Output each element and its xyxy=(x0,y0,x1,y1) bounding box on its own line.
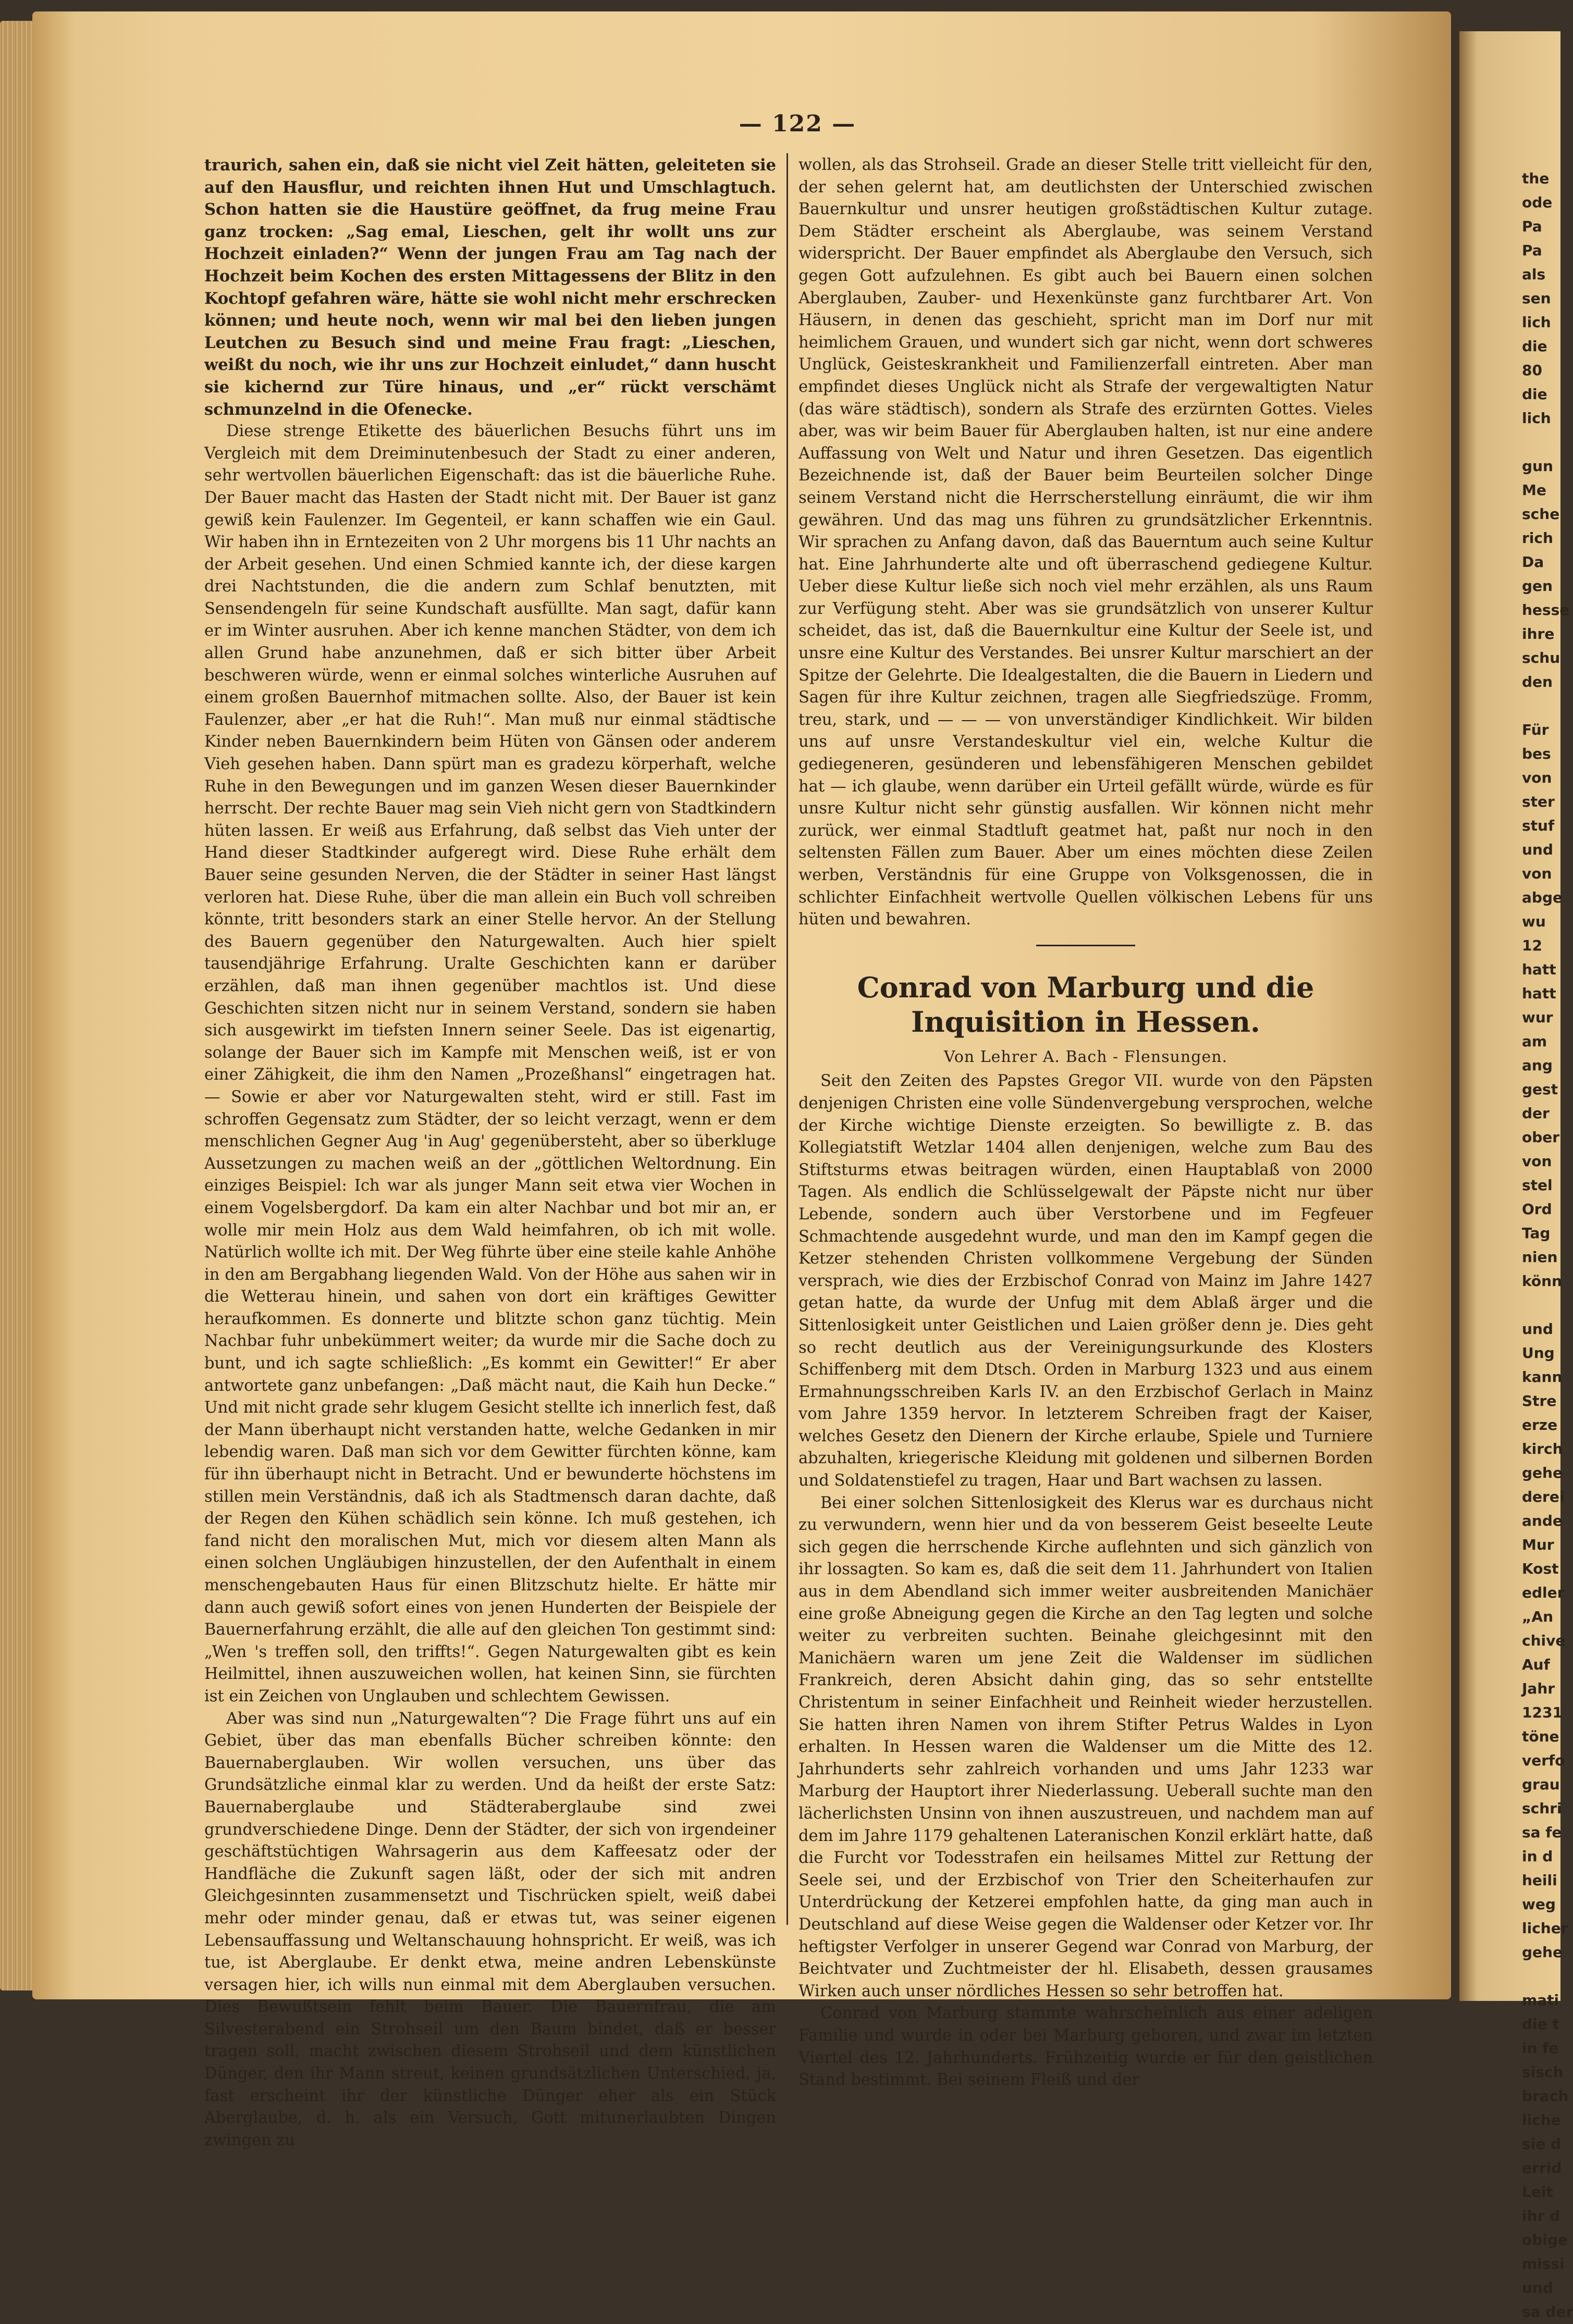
paragraph: traurich, sahen ein, daß sie nicht viel Zeit hätten, geleiteten sie auf den Hausflur, und reichten ihnen Hut und Umschlagtuch. Schon hatten sie die Haustüre geöffnet, da frug meine Frau ganz trocken: „Sag emal, Lieschen, gelt ihr wollt uns zur Hochzeit einladen?“ Wenn der jungen Frau am Tag nach der Hochzeit beim Kochen des ersten Mittagessens der Blitz in den Kochtopf gefahren wäre, hätte sie wohl nicht mehr erschrecken können; und heute noch, wenn wir mal bei den lieben jungen Leutchen zu Besuch sind und meine Frau fragt: „Lieschen, weißt du noch, wie ihr uns zur Hochzeit einludet,“ dann huscht sie kichernd zur Türe hinaus, und „er“ rückt verschämt schmunzelnd in die Ofenecke. xyxy=(204,156,776,419)
paragraph: Seit den Zeiten des Papstes Gregor VII. wurde von den Päpsten denjenigen Christen eine volle Sündenvergebung versprochen, welche der Kirche wichtige Dienste erzeigten. So bewilligte z. B. das Kollegiatstift Wetzlar 1404 allen denjenigen, welche zum Bau des Stiftsturms etwas beitragen würden, einen Hauptablaß von 2000 Tagen. Als endlich die Schlüsselgewalt der Päpste nicht nur über Lebende, sondern auch über Verstorbene und im Fegfeuer Schmachtende ausgedehnt wurde, und man den im Kampf gegen die Ketzer stehenden Christen vollkommene Vergebung der Sünden versprach, wie dies der Erzbischof Conrad von Mainz im Jahre 1427 getan hatte, da wurde der Unfug mit dem Ablaß ärger und die Sittenlosigkeit unter Geistlichen und Laien größer denn je. Dies geht so recht deutlich aus der Vereinigungsurkunde des Klosters Schiffenberg mit dem Dtsch. Orden in Marburg 1323 und aus einem Ermahnungsschreiben Karls IV. an den Erzbischof Gerlach in Mainz vom Jahre 1359 hervor. In letzterem Schreiben fragt der Kaiser, welches Gesetz den Dienern der Kirche erlaube, Spiele und Turniere abzuhalten, kriegerische Kleidung mit goldenen und silbernen Borden und Soldatenstiefel zu tragen, Haar und Bart wachsen zu lassen. xyxy=(798,1072,1373,1490)
next-page-text-fragment: the ode Pa Pa als sen lich die 80 die lich gun Me sche rich Da gen hesse ihre schu den Für bes von ster stuf und von abge wu 12 hatt hatt wur am ang gest der ober von stel Ord Tag nien könn und Ung kann Stre erze kirch gehe derei ande Mur Kost edler „An chive Auf Jahr 1231 töne verfo grau schri sa fe in d heili weg licher gehe mati die t in fe sisch brach liche sie d errid Leit ihr d obige missi und sa der xyxy=(1522,170,1573,2320)
article-byline: Von Lehrer A. Bach - Flensungen. xyxy=(943,1047,1228,1066)
paragraph: wollen, als das Strohseil. Grade an dieser Stelle tritt vielleicht für den, der sehen gelernt hat, am deutlichsten der Unterschied zwischen Bauernkultur und unsrer heutigen großstädtischen Kultur zutage. Dem Städter erscheint als Aberglaube, was seinem Verstand widerspricht. Der Bauer empfindet als Aberglaube den Versuch, sich gegen Gott aufzulehnen. Es gibt auch bei Bauern einen solchen Aberglauben, Zauber- und Hexenkünste ganz furchtbarer Art. Von Häusern, in denen das geschieht, spricht man im Dorf nur mit heimlichem Grauen, und wundert sich gar nicht, wenn dort schweres Unglück, Geisteskrankheit und Familienzerfall eintreten. Aber man empfindet dieses Unglück nicht als Strafe der vergewaltigten Natur (das wäre städtisch), sondern als Strafe des erzürnten Gottes. Vieles aber, was wir beim Bauer für Aberglauben halten, ist nur eine andere Auffassung von Welt und Natur und ihren Gesetzen. Das eigentlich Bezeichnende ist, daß der Bauer beim Beurteilen solcher Dinge seinem Verstand nicht die Herrscherstellung einräumt, die wir ihm gewähren. Und das mag uns führen zu grundsätzlicher Erkenntnis. Wir sprachen zu Anfang davon, daß das Bauerntum auch seine Kultur hat. Eine Jahrhunderte alte und oft überraschend gediegene Kultur. Ueber diese Kultur ließe sich noch viel mehr erzählen, als uns Raum zur Verfügung steht. Aber was sie grundsätzlich von unserer Kultur scheidet, das ist, daß die Bauernkultur eine Kultur der Seele ist, und unsre eine Kultur des Verstandes. Bei unsrer Kultur marschiert an der Spitze der Gelehrte. Die Idealgestalten, die die Bauern in Liedern und Sagen für ihre Kultur zeichnen, tragen alle Siegfriedszüge. Fromm, treu, stark, und — — — von unverständiger Kindlichkeit. Wir bilden uns auf unsre Verstandeskultur viel ein, welche Kultur die gediegeneren, gesünderen und lebensfähigeren Menschen gebildet hat — ich glaube, wenn darüber ein Urteil gefällt würde, würde es für unsre Kultur nicht sehr günstig ausfallen. Wir können nicht mehr zurück, wer einmal Stadtluft geatmet hat, paßt nur noch in den seltensten Fällen zum Bauer. Aber um eines möchten diese Zeilen werben, Verständnis für eine Gruppe von Volksgenossen, die in schlichter Einfachheit wertvolle Quellen völkischen Lebens für uns hüten und bewahren. xyxy=(798,156,1373,929)
section-separator xyxy=(1036,945,1135,946)
paragraph: Aber was sind nun „Naturgewalten“? Die Frage führt uns auf ein Gebiet, über das man ebenfalls Bücher schreiben könnte: den Bauernaberglauben. Wir wollen versuchen, uns über das Grundsätzliche einmal klar zu werden. Und da heißt der erste Satz: Bauernaberglaube und Städteraberglaube sind zwei grundverschiedene Dinge. Denn der Städter, der sich von irgendeiner geschäftstüchtigen Wahrsagerin aus dem Kaffeesatz oder der Handfläche die Zukunft sagen läßt, oder der sich mit andren Gleichgesinnten zusammensetzt und Tischrücken spielt, weiß dabei mehr oder minder genau, daß er etwas tut, was seiner eigenen Lebensauffassung und Weltanschauung hohnspricht. Er weiß, was ich tue, ist Aberglaube. Er denkt etwa, meine andren Lebenskünste versagen hier, ich wills nun einmal mit dem Aberglauben versuchen. Dies Bewußtsein fehlt beim Bauer. Die Bauernfrau, die am Silvesterabend ein Strohseil um den Baum bindet, daß er besser tragen soll, macht zwischen diesem Strohseil und dem künstlichen Dünger, den ihr Mann streut, keinen grundsätzlichen Unterschied, ja, fast erscheint ihr der künstliche Dünger eher als ein Stück Aberglaube, d. h. als ein Versuch, Gott mitunerlaubten Dingen zwingen zu xyxy=(204,1709,776,2149)
page-number: — 122 — xyxy=(739,110,856,137)
paragraph: Conrad von Marburg stammte wahrscheinlich aus einer adeligen Familie und wurde in oder bei Marburg geboren, und zwar im letzten Viertel des 12. Jahrhunderts. Frühzeitig wurde er für den geistlichen Stand bestimmt. Bei seinem Fleiß und der xyxy=(798,2004,1373,2090)
book-page-edges xyxy=(0,21,36,1991)
column-rule xyxy=(787,153,788,1925)
paragraph: Bei einer solchen Sittenlosigkeit des Klerus war es durchaus nicht zu verwundern, wenn hier und da von besserem Geist beseelte Leute sich gegen die herrschende Kirche auflehnten und sich gänzlich von ihr lossagten. So kam es, daß die seit dem 11. Jahrhundert von Italien aus in dem Abendland sich immer weiter ausbreitenden Manichäer eine große Abneigung gegen die Kirche an den Tag legten und solche weiter zu verbreiten suchten. Beinahe gleichgesinnt mit den Manichäern waren um jene Zeit die Waldenser im südlichen Frankreich, deren Absicht dahin ging, das so sehr entstellte Christentum in seiner Einfachheit und Reinheit wieder herzustellen. Sie hatten ihren Namen von ihrem Stifter Petrus Waldes in Lyon erhalten. In Hessen waren die Waldenser um die Mitte des 12. Jahrhunderts sehr zahlreich vorhanden und ums Jahr 1233 war Marburg der Hauptort ihrer Niederlassung. Ueberall suchte man den lächerlichsten Unsinn von ihnen auszustreuen, und nachdem man auf dem im Jahre 1179 gehaltenen Lateranischen Konzil erklärt hatte, daß die Furcht vor Todesstrafen ein heilsames Mittel zur Rettung der Seele sei, und der Erzbischof von Trier den Scheiterhaufen zur Unterdrückung der Ketzerei empfohlen hatte, da ging man auch in Deutschland auf diese Weise gegen die Waldenser oder Ketzer vor. Ihr heftigster Verfolger in unserer Gegend war Conrad von Marburg, der Beichtvater und Zuchtmeister der hl. Elisabeth, dessen grausames Wirken auch unser nördliches Hessen so sehr betroffen hat. xyxy=(798,1493,1373,2000)
left-column xyxy=(204,154,776,2152)
right-column xyxy=(798,154,1373,2092)
article-title: Conrad von Marburg und die Inquisition in Hessen. xyxy=(857,970,1314,1039)
paragraph: Diese strenge Etikette des bäuerlichen Besuchs führt uns im Vergleich mit dem Dreiminutenbesuch der Stadt zu einer anderen, sehr wertvollen bäuerlichen Eigenschaft: das ist die bäuerliche Ruhe. Der Bauer macht das Hasten der Stadt nicht mit. Der Bauer ist ganz gewiß kein Faulenzer. Im Gegenteil, er kann schaffen wie ein Gaul. Wir haben ihn in Erntezeiten von 2 Uhr morgens bis 11 Uhr nachts an der Arbeit gesehen. Und einen Schmied kannte ich, der diese kargen drei Nachtstunden, die die andern zum Schlaf benutzten, mit Sensendengeln für seine Kundschaft ausfüllte. Man sagt, dafür kann er im Winter ausruhen. Aber ich kenne manchen Städter, von dem ich allen Grund habe anzunehmen, daß er sich bitter über Arbeit beschweren würde, wenn er einmal solches winterliche Ausruhen auf einem großen Bauernhof mitmachen sollte. Also, der Bauer ist kein Faulenzer, aber „er hat die Ruh!“. Man muß nur einmal städtische Kinder neben Bauernkindern beim Hüten von Gänsen oder anderem Vieh gesehen haben. Dann spürt man es gradezu körperhaft, welche Ruhe in den Bewegungen und im ganzen Wesen dieser Bauernkinder herrscht. Der rechte Bauer mag sein Vieh nicht gern von Stadtkindern hüten lassen. Er weiß aus Erfahrung, daß selbst das Vieh unter der Hand dieser Stadtkinder aufgeregt wird. Diese Ruhe erhält dem Bauer seine gesunden Nerven, die der Städter in seiner Hast längst verloren hat. Diese Ruhe, über die man allein ein Buch voll schreiben könnte, tritt besonders stark an einer Stelle hervor. An der Stellung des Bauern gegenüber den Naturgewalten. Auch hier spielt tausendjährige Erfahrung. Uralte Geschichten kann er darüber erzählen, daß man ihnen gegenüber machtlos ist. Und diese Geschichten sitzen nicht nur in seinem Verstand, sondern sie haben sich ausgewirkt im tiefsten Innern seiner Seele. Das ist eigenartig, solange der Bauer sich im Kampfe mit Menschen weiß, ist er von einer Zähigkeit, die ihm den Namen „Prozeßhansl“ eingetragen hat. — Sowie er aber vor Naturgewalten steht, wird er still. Fast im schroffen Gegensatz zum Städter, der so leicht verzagt, wenn er dem menschlichen Gegner Aug 'in Aug' gegenübersteht, aber so überkluge Aussetzungen zu machen weiß an der „göttlichen Weltordnung. Ein einziges Beispiel: Ich war als junger Mann seit etwa vier Wochen in einem Vogelsbergdorf. Da kam ein alter Nachbar und bot mir an, er wolle mir mein Holz aus dem Wald heimfahren, ob ich mit wolle. Natürlich wollte ich mit. Der Weg führte über eine steile kahle Anhöhe in den am Bergabhang liegenden Wald. Von der Höhe aus sahen wir in die Wetterau hinein, und sahen von dort ein kräftiges Gewitter heraufkommen. Es donnerte und blitzte schon ganz tüchtig. Mein Nachbar fuhr unbekümmert weiter; da wurde mir die Sache doch zu bunt, und ich sagte schließlich: „Es kommt ein Gewitter!“ Er aber antwortete ganz unbefangen: „Daß mächt naut, die Kaih hun Decke.“ Und mit nicht grade sehr klugem Gesicht stellte ich innerlich fest, daß der Mann überhaupt nicht verstanden hatte, welche Gedanken in mir lebendig waren. Daß man sich vor dem Gewitter fürchten könne, kam für ihn überhaupt nicht in Betracht. Und er bewunderte höchstens im stillen mein Verständnis, daß ich als Stadtmensch daran dachte, daß der Regen den Kühen schädlich sein könne. Ich muß gestehen, ich fand nicht den moralischen Mut, mich vor diesem alten Mann als einen solchen Ungläubigen hinzustellen, der den Aufenthalt in einem menschengebauten Haus für einen Blitzschutz hielte. Er hätte mir dann auch gewiß sofort eines von jenen Hunderten der Beispiele der Bauernerfahrung erzählt, die alle auf den gleichen Ton gestimmt sind: „Wen 's treffen soll, den triffts!“. Gegen Naturgewalten gibt es kein Heilmittel, ihnen auszuweichen wollen, hat keinen Sinn, sie fürchten ist ein Zeichen von Unglauben und schlechtem Gewissen. xyxy=(204,422,776,1705)
